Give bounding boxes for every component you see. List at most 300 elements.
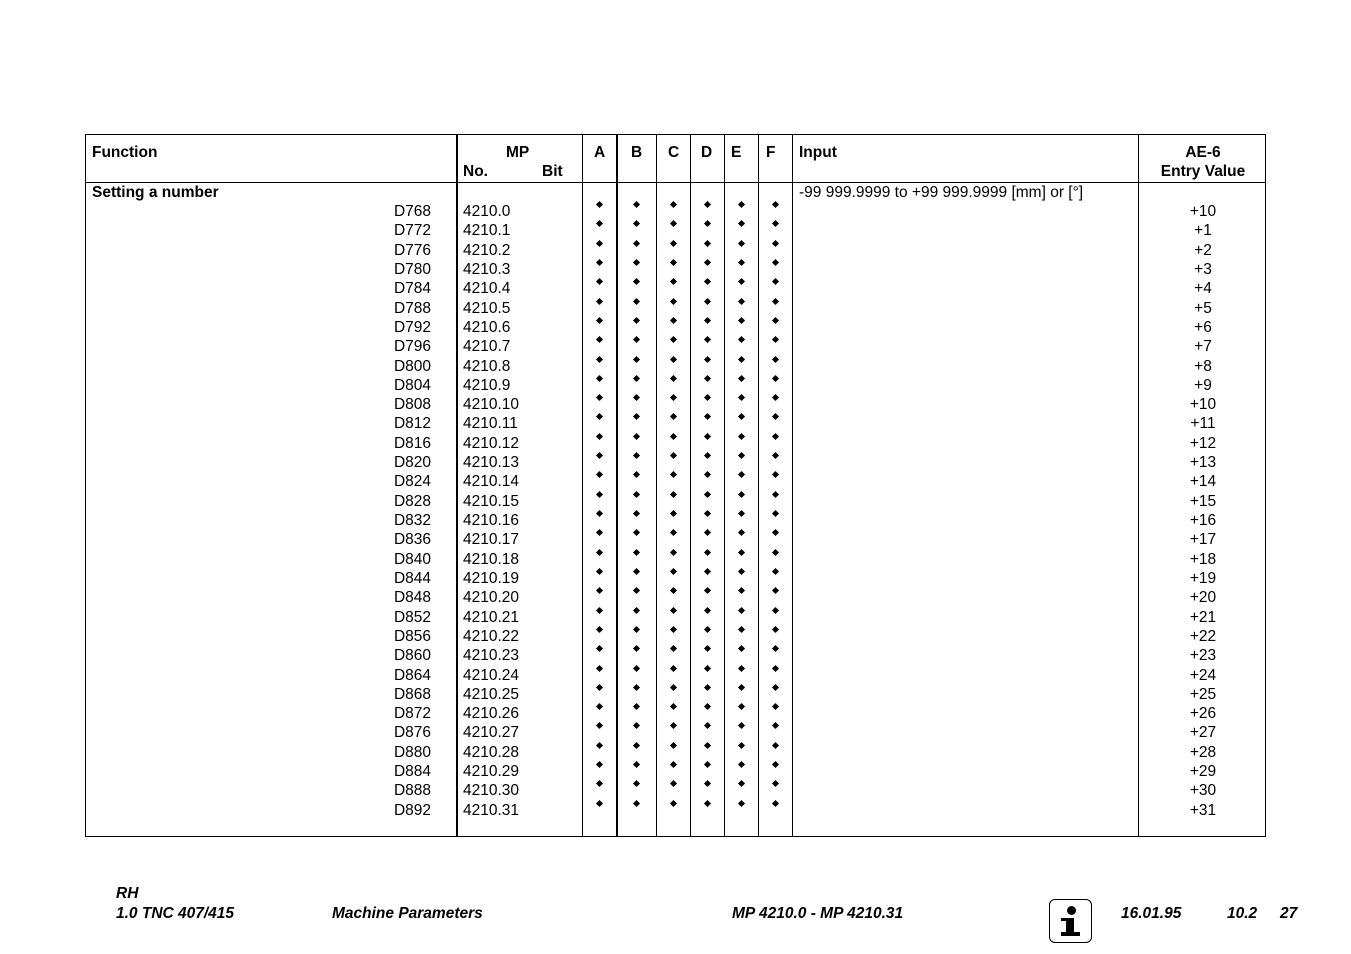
row-entry-value: +30	[1189, 782, 1217, 800]
applicability-dot	[704, 201, 711, 208]
row-mp-number: 4210.26	[463, 705, 520, 723]
row-entry-value: +14	[1189, 473, 1217, 491]
applicability-dot	[704, 780, 711, 787]
row-function-code: D848	[393, 589, 431, 607]
row-mp-number: 4210.7	[463, 338, 511, 356]
header-ae6: AE-6	[1185, 144, 1221, 161]
applicability-dot	[670, 529, 677, 536]
applicability-dot	[772, 568, 779, 575]
applicability-dot	[738, 278, 745, 285]
row-entry-value: +5	[1194, 299, 1212, 317]
row-mp-number: 4210.13	[463, 454, 520, 472]
row-function-code: D816	[393, 434, 431, 452]
applicability-dot	[704, 568, 711, 575]
row-entry-value: +4	[1194, 280, 1212, 298]
applicability-dot	[704, 800, 711, 807]
table-row	[86, 743, 1265, 762]
row-mp-number: 4210.12	[463, 434, 520, 452]
row-function-code: D892	[393, 801, 431, 819]
row-function-code: D796	[393, 338, 431, 356]
applicability-dot	[670, 800, 677, 807]
applicability-dot	[670, 433, 677, 440]
row-mp-number: 4210.8	[463, 357, 511, 375]
header-f: F	[766, 144, 776, 161]
row-mp-number: 4210.29	[463, 763, 520, 781]
applicability-dot	[670, 201, 677, 208]
applicability-dot	[633, 375, 640, 382]
applicability-dot	[596, 201, 603, 208]
applicability-dot	[738, 240, 745, 247]
header-entry-value: Entry Value	[1160, 163, 1246, 180]
row-mp-number: 4210.28	[463, 743, 520, 761]
applicability-dot	[738, 510, 745, 517]
applicability-dot	[633, 278, 640, 285]
applicability-dot	[596, 220, 603, 227]
header-bit: Bit	[542, 163, 563, 180]
row-entry-value: +13	[1189, 454, 1217, 472]
row-mp-number: 4210.30	[463, 782, 520, 800]
parameter-table	[85, 134, 1266, 837]
row-entry-value: +24	[1189, 666, 1217, 684]
row-function-code: D864	[393, 666, 431, 684]
applicability-dot	[670, 240, 677, 247]
applicability-dot	[772, 298, 779, 305]
applicability-dot	[670, 761, 677, 768]
header-a: A	[594, 144, 606, 161]
applicability-dot	[704, 259, 711, 266]
applicability-dot	[704, 413, 711, 420]
row-function-code: D800	[393, 357, 431, 375]
applicability-dot	[772, 607, 779, 614]
table-row	[86, 395, 1265, 414]
row-function-code: D812	[393, 415, 431, 433]
row-function-code: D856	[393, 627, 431, 645]
applicability-dot	[704, 433, 711, 440]
applicability-dot	[738, 336, 745, 343]
applicability-dot	[596, 607, 603, 614]
row-entry-value: +10	[1189, 203, 1217, 220]
applicability-dot	[633, 355, 640, 362]
applicability-dot	[738, 780, 745, 787]
applicability-dot	[704, 761, 711, 768]
applicability-dot	[596, 317, 603, 324]
applicability-dot	[596, 664, 603, 671]
applicability-dot	[596, 336, 603, 343]
applicability-dot	[772, 510, 779, 517]
table-row	[86, 781, 1265, 800]
table-row	[86, 221, 1265, 240]
row-entry-value: +1	[1194, 222, 1212, 240]
row-function-code: D772	[393, 222, 431, 240]
footer-date: 16.01.95	[1121, 905, 1182, 922]
applicability-dot	[738, 549, 745, 556]
applicability-dot	[738, 220, 745, 227]
applicability-dot	[772, 278, 779, 285]
table-row	[86, 511, 1265, 530]
applicability-dot	[596, 742, 603, 749]
applicability-dot	[670, 413, 677, 420]
applicability-dot	[738, 317, 745, 324]
applicability-dot	[633, 529, 640, 536]
applicability-dot	[738, 607, 745, 614]
row-function-code: D868	[393, 685, 431, 703]
applicability-dot	[596, 375, 603, 382]
applicability-dot	[596, 684, 603, 691]
row-mp-number: 4210.21	[463, 608, 520, 626]
row-entry-value: +27	[1189, 724, 1217, 742]
applicability-dot	[596, 722, 603, 729]
row-mp-number: 4210.19	[463, 569, 520, 587]
row-mp-number: 4210.31	[463, 801, 520, 819]
applicability-dot	[772, 413, 779, 420]
applicability-dot	[704, 240, 711, 247]
table-row	[86, 704, 1265, 723]
row-function-code: D828	[393, 492, 431, 510]
applicability-dot	[704, 220, 711, 227]
table-row	[86, 666, 1265, 685]
applicability-dot	[633, 452, 640, 459]
applicability-dot	[704, 626, 711, 633]
applicability-dot	[596, 568, 603, 575]
header-function: Function	[92, 144, 158, 161]
row-function-code: D872	[393, 705, 431, 723]
applicability-dot	[670, 549, 677, 556]
applicability-dot	[704, 491, 711, 498]
row-entry-value: +19	[1189, 569, 1217, 587]
applicability-dot	[772, 684, 779, 691]
applicability-dot	[738, 587, 745, 594]
table-row	[86, 337, 1265, 356]
row-function-code: D804	[393, 376, 431, 394]
table-row	[86, 376, 1265, 395]
applicability-dot	[670, 645, 677, 652]
row-mp-number: 4210.27	[463, 724, 520, 742]
applicability-dot	[633, 433, 640, 440]
row-function-code: D836	[393, 531, 431, 549]
applicability-dot	[772, 394, 779, 401]
applicability-dot	[704, 742, 711, 749]
table-body	[86, 202, 1265, 820]
row-entry-value: +7	[1194, 338, 1212, 356]
applicability-dot	[596, 645, 603, 652]
applicability-dot	[738, 800, 745, 807]
row-mp-number: 4210.4	[463, 280, 511, 298]
applicability-dot	[704, 607, 711, 614]
row-mp-number: 4210.23	[463, 647, 520, 665]
applicability-dot	[670, 742, 677, 749]
applicability-dot	[772, 355, 779, 362]
table-row	[86, 492, 1265, 511]
applicability-dot	[670, 278, 677, 285]
applicability-dot	[772, 645, 779, 652]
applicability-dot	[670, 491, 677, 498]
applicability-dot	[633, 220, 640, 227]
applicability-dot	[704, 298, 711, 305]
applicability-dot	[670, 780, 677, 787]
applicability-dot	[738, 761, 745, 768]
applicability-dot	[596, 452, 603, 459]
row-entry-value: +11	[1190, 415, 1216, 433]
applicability-dot	[633, 800, 640, 807]
row-mp-number: 4210.11	[463, 415, 518, 433]
row-function-code: D792	[393, 318, 431, 336]
row-mp-number: 4210.0	[463, 203, 511, 220]
applicability-dot	[633, 626, 640, 633]
row-entry-value: +10	[1189, 396, 1217, 414]
applicability-dot	[704, 471, 711, 478]
row-mp-number: 4210.2	[463, 241, 511, 259]
header-no: No.	[463, 163, 488, 180]
applicability-dot	[704, 336, 711, 343]
applicability-dot	[633, 780, 640, 787]
applicability-dot	[596, 703, 603, 710]
applicability-dot	[670, 471, 677, 478]
applicability-dot	[738, 684, 745, 691]
row-function-code: D840	[393, 550, 431, 568]
row-entry-value: +3	[1194, 260, 1212, 278]
applicability-dot	[633, 259, 640, 266]
applicability-dot	[633, 568, 640, 575]
applicability-dot	[738, 201, 745, 208]
applicability-dot	[633, 645, 640, 652]
row-function-code: D784	[393, 280, 431, 298]
row-entry-value: +15	[1189, 492, 1217, 510]
applicability-dot	[704, 375, 711, 382]
applicability-dot	[704, 317, 711, 324]
row-entry-value: +18	[1189, 550, 1217, 568]
row-mp-number: 4210.17	[463, 531, 520, 549]
applicability-dot	[772, 433, 779, 440]
applicability-dot	[596, 549, 603, 556]
table-row	[86, 608, 1265, 627]
applicability-dot	[772, 722, 779, 729]
applicability-dot	[772, 452, 779, 459]
applicability-dot	[633, 607, 640, 614]
row-function-code: D880	[393, 743, 431, 761]
applicability-dot	[596, 298, 603, 305]
header-e: E	[731, 144, 742, 161]
applicability-dot	[704, 452, 711, 459]
applicability-dot	[738, 298, 745, 305]
applicability-dot	[596, 433, 603, 440]
applicability-dot	[596, 780, 603, 787]
applicability-dot	[633, 722, 640, 729]
row-mp-number: 4210.20	[463, 589, 520, 607]
applicability-dot	[596, 471, 603, 478]
applicability-dot	[633, 336, 640, 343]
applicability-dot	[596, 240, 603, 247]
applicability-dot	[670, 375, 677, 382]
footer-range: MP 4210.0 - MP 4210.31	[732, 905, 904, 922]
applicability-dot	[596, 259, 603, 266]
row-mp-number: 4210.9	[463, 376, 511, 394]
info-icon	[1049, 899, 1092, 943]
table-row	[86, 202, 1265, 221]
row-mp-number: 4210.15	[463, 492, 520, 510]
table-row	[86, 550, 1265, 569]
header-mp: MP	[506, 144, 530, 161]
applicability-dot	[772, 800, 779, 807]
applicability-dot	[670, 664, 677, 671]
applicability-dot	[633, 201, 640, 208]
applicability-dot	[633, 471, 640, 478]
applicability-dot	[772, 529, 779, 536]
row-mp-number: 4210.6	[463, 318, 511, 336]
row-mp-number: 4210.3	[463, 260, 511, 278]
applicability-dot	[670, 510, 677, 517]
applicability-dot	[633, 742, 640, 749]
table-row	[86, 299, 1265, 318]
table-row	[86, 241, 1265, 260]
row-function-code: D768	[393, 203, 431, 220]
applicability-dot	[670, 722, 677, 729]
applicability-dot	[704, 355, 711, 362]
header-b: B	[631, 144, 643, 161]
table-row	[86, 414, 1265, 433]
applicability-dot	[596, 355, 603, 362]
applicability-dot	[670, 317, 677, 324]
applicability-dot	[633, 298, 640, 305]
table-row	[86, 588, 1265, 607]
applicability-dot	[670, 703, 677, 710]
row-entry-value: +2	[1194, 241, 1212, 259]
applicability-dot	[633, 587, 640, 594]
applicability-dot	[596, 800, 603, 807]
header-divider	[86, 182, 1265, 183]
header-c: C	[668, 144, 680, 161]
table-row	[86, 762, 1265, 781]
table-row	[86, 801, 1265, 820]
applicability-dot	[772, 742, 779, 749]
applicability-dot	[633, 703, 640, 710]
applicability-dot	[772, 780, 779, 787]
row-entry-value: +22	[1189, 627, 1217, 645]
row-function-code: D852	[393, 608, 431, 626]
row-mp-number: 4210.25	[463, 685, 520, 703]
applicability-dot	[738, 471, 745, 478]
applicability-dot	[670, 394, 677, 401]
row-function-code: D824	[393, 473, 431, 491]
applicability-dot	[704, 645, 711, 652]
applicability-dot	[704, 703, 711, 710]
applicability-dot	[670, 336, 677, 343]
row-mp-number: 4210.16	[463, 512, 520, 529]
applicability-dot	[772, 703, 779, 710]
footer-chapter: 10.2	[1227, 905, 1258, 922]
applicability-dot	[596, 626, 603, 633]
applicability-dot	[738, 355, 745, 362]
applicability-dot	[670, 587, 677, 594]
applicability-dot	[704, 394, 711, 401]
applicability-dot	[670, 568, 677, 575]
applicability-dot	[704, 587, 711, 594]
row-entry-value: +21	[1189, 608, 1217, 626]
applicability-dot	[633, 317, 640, 324]
applicability-dot	[670, 626, 677, 633]
row-entry-value: +16	[1189, 512, 1217, 529]
applicability-dot	[772, 201, 779, 208]
row-function-code: D844	[393, 569, 431, 587]
applicability-dot	[670, 452, 677, 459]
applicability-dot	[704, 510, 711, 517]
applicability-dot	[772, 240, 779, 247]
table-row	[86, 646, 1265, 665]
applicability-dot	[596, 491, 603, 498]
row-entry-value: +12	[1189, 434, 1217, 452]
table-row	[86, 434, 1265, 453]
applicability-dot	[738, 413, 745, 420]
applicability-dot	[738, 375, 745, 382]
row-function-code: D780	[393, 260, 431, 278]
row-entry-value: +20	[1189, 589, 1217, 607]
row-function-code: D820	[393, 454, 431, 472]
table-row	[86, 453, 1265, 472]
applicability-dot	[633, 684, 640, 691]
row-function-code: D776	[393, 241, 431, 259]
row-function-code: D888	[393, 782, 431, 800]
applicability-dot	[738, 626, 745, 633]
applicability-dot	[704, 549, 711, 556]
row-entry-value: +25	[1189, 685, 1217, 703]
row-entry-value: +23	[1189, 647, 1217, 665]
applicability-dot	[633, 394, 640, 401]
applicability-dot	[596, 529, 603, 536]
row-function-code: D788	[393, 299, 431, 317]
table-row	[86, 357, 1265, 376]
applicability-dot	[670, 298, 677, 305]
applicability-dot	[738, 394, 745, 401]
applicability-dot	[670, 259, 677, 266]
row-function-code: D876	[393, 724, 431, 742]
row-mp-number: 4210.24	[463, 666, 520, 684]
applicability-dot	[772, 549, 779, 556]
table-row	[86, 260, 1265, 279]
applicability-dot	[633, 510, 640, 517]
section-title: Setting a number	[92, 184, 219, 201]
table-row	[86, 279, 1265, 298]
applicability-dot	[738, 433, 745, 440]
footer-page: 27	[1280, 905, 1298, 922]
applicability-dot	[772, 761, 779, 768]
table-row	[86, 569, 1265, 588]
applicability-dot	[772, 336, 779, 343]
applicability-dot	[772, 375, 779, 382]
row-entry-value: +17	[1189, 531, 1217, 549]
applicability-dot	[738, 259, 745, 266]
applicability-dot	[596, 510, 603, 517]
row-mp-number: 4210.10	[463, 396, 520, 414]
applicability-dot	[704, 684, 711, 691]
applicability-dot	[738, 529, 745, 536]
row-entry-value: +26	[1189, 705, 1217, 723]
applicability-dot	[633, 549, 640, 556]
applicability-dot	[704, 529, 711, 536]
applicability-dot	[738, 452, 745, 459]
row-mp-number: 4210.1	[463, 222, 511, 240]
table-row	[86, 627, 1265, 646]
applicability-dot	[633, 240, 640, 247]
row-entry-value: +9	[1194, 376, 1212, 394]
applicability-dot	[772, 664, 779, 671]
row-function-code: D808	[393, 396, 431, 414]
applicability-dot	[670, 684, 677, 691]
row-function-code: D832	[393, 512, 431, 529]
applicability-dot	[772, 626, 779, 633]
applicability-dot	[704, 664, 711, 671]
applicability-dot	[596, 587, 603, 594]
applicability-dot	[596, 394, 603, 401]
row-mp-number: 4210.5	[463, 299, 511, 317]
